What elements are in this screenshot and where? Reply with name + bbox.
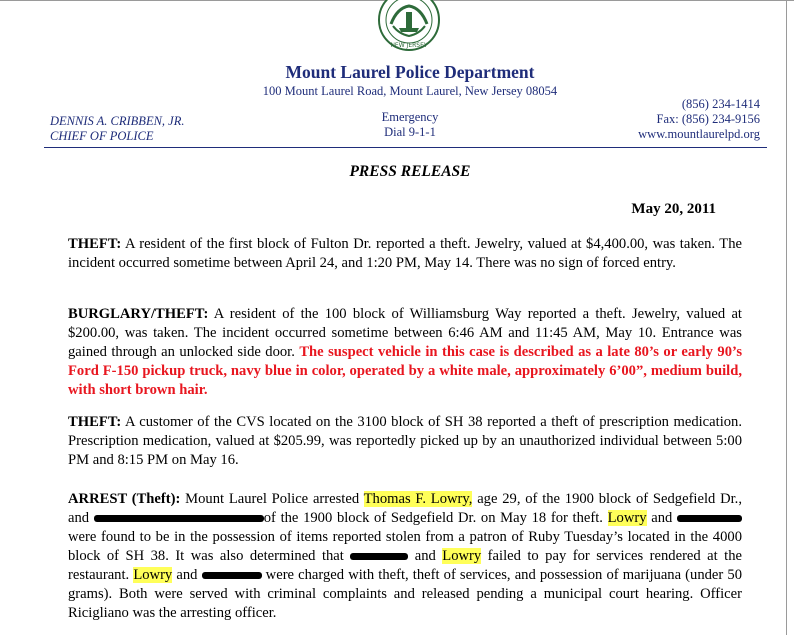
website-link[interactable]: www.mountlaurelpd.org (638, 127, 760, 141)
fax-number: Fax: (856) 234-9156 (656, 112, 760, 126)
redaction-mark (202, 572, 262, 579)
burglary-item (68, 305, 742, 400)
redaction-mark (94, 515, 264, 522)
header-divider (44, 147, 767, 148)
highlighted-name: Lowry (607, 510, 647, 526)
department-seal-icon (377, 0, 441, 58)
item-lead: ARREST (Theft): (68, 491, 181, 507)
phone-number: (856) 234-1414 (681, 97, 760, 111)
item-lead: THEFT: (68, 414, 122, 430)
item-text: Mount Laurel Police arrested (180, 491, 364, 507)
department-name: Mount Laurel Police Department (285, 62, 535, 82)
suspect-description: The suspect vehicle in this case is described as a late 80’s or early 90’s Ford F-150 pickup truck, navy blue in color, operated by a white male, approximately 6’00”, medium build, with short brown hair. (68, 344, 742, 398)
department-address: 100 Mount Laurel Road, Mount Laurel, New Jersey 08054 (262, 84, 558, 98)
release-date: May 20, 2011 (631, 201, 716, 217)
item-lead: BURGLARY/THEFT: (68, 306, 209, 322)
item-text: of the 1900 block of Sedgefield Dr. on May 18 for theft. (263, 510, 608, 526)
item-text: and (646, 510, 677, 526)
item-text: were found to be in the possession of items reported stolen from a patron of Ruby Tuesday’s located in the 4000 block of SH 38. It was also determined that (68, 529, 742, 564)
theft-item-2 (68, 413, 742, 470)
redaction-mark (677, 515, 742, 522)
item-text: A resident of the first block of Fulton Dr. reported a theft. Jewelry, valued at $4,400.00, was taken. The incident occurred sometime between April 24, and 1:20 PM, May 14. There was no sign of forced entry. (68, 236, 742, 271)
highlighted-name: Lowry (442, 548, 482, 564)
item-lead: THEFT: (68, 236, 122, 252)
emergency-label: Emergency (381, 110, 439, 124)
item-text: failed to pay for services rendered at the restaurant. (68, 548, 742, 583)
item-text: and (172, 567, 202, 583)
item-text: A customer of the CVS located on the 3100 block of SH 38 reported a theft of prescription medication. Prescription medication, valued at $205.99, was reportedly picked up by an unauthorized individual between 5:00 PM and 8:15 PM on May 16. (68, 414, 742, 468)
chief-name: DENNIS A. CRIBBEN, JR. (50, 114, 185, 128)
item-text: were charged with theft, theft of services, and possession of marijuana (under 50 grams). Both were served with criminal complaints and released pending a municipal court hearing. Officer Ricigliano was the arresting officer. (68, 567, 742, 621)
theft-item-1 (68, 235, 742, 273)
redaction-mark (350, 553, 408, 560)
emergency-number: Dial 9-1-1 (384, 125, 436, 139)
press-release-heading: PRESS RELEASE (349, 163, 471, 180)
chief-title: CHIEF OF POLICE (50, 129, 154, 143)
svg-text:NEW JERSEY: NEW JERSEY (390, 42, 428, 49)
contact-block (638, 97, 760, 142)
highlighted-name: Thomas F. Lowry, (363, 491, 473, 507)
arrest-item (68, 490, 742, 623)
highlighted-name: Lowry (133, 567, 173, 583)
item-text: age 29, of the 1900 block of Sedgefield Dr., and (68, 491, 742, 526)
item-text: A resident of the 100 block of Williamsburg Way reported a theft. Jewelry, valued at $200.00, was taken. The incident occurred sometime between 6:46 AM and 11:45 AM, May 10. Entrance was gained through an unlocked side door. (68, 306, 742, 360)
item-text: and (408, 548, 443, 564)
